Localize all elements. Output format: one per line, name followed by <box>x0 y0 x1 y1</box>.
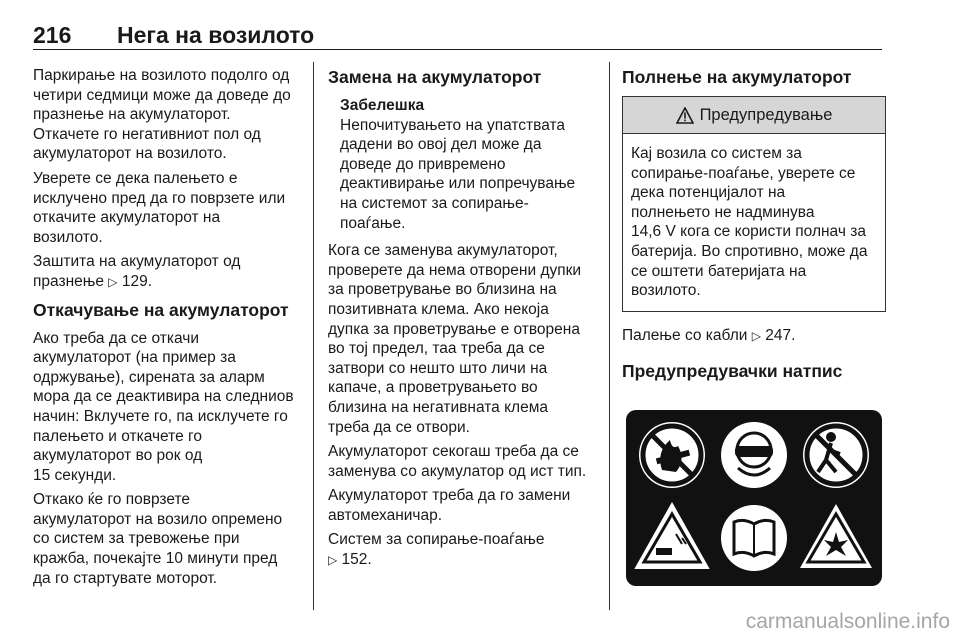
mechanic-paragraph <box>328 486 600 525</box>
text-line: дека потенцијалот на <box>631 184 786 202</box>
explosive-gas-icon <box>800 504 872 568</box>
text-line: Ако треба да се откачи <box>33 329 199 347</box>
text-line: Акумулаторот треба да го замени <box>328 487 571 505</box>
ignition-paragraph <box>33 169 298 247</box>
text-line: со систем за тревожење при <box>33 530 240 548</box>
keep-children-away-icon <box>803 422 869 488</box>
text-line: во тој предел, таа треба да се <box>328 340 545 358</box>
text-line: за проветрување во близина на <box>328 281 557 299</box>
page-number: 216 <box>33 22 72 48</box>
read-manual-icon <box>721 505 787 571</box>
text-line: откачите акумулаторот на <box>33 209 221 227</box>
text-line: акумулаторот на возилото. <box>33 145 227 163</box>
stop-start-reference <box>328 530 600 570</box>
text-line: на системот за сопирање- <box>340 194 529 212</box>
text-line: Систем за сопирање-поаѓање <box>328 531 545 549</box>
text-line: празнење ▷ 129. <box>33 272 152 290</box>
text-line: одржување), сирената за аларм <box>33 368 265 386</box>
text-line: акумулаторот во рок од <box>33 447 203 465</box>
text-line: деактивирање или попречување <box>340 175 576 193</box>
note-body <box>340 116 600 234</box>
footer-watermark: carmanualsonline.info <box>745 610 950 633</box>
page-reference-arrow-icon: ▷ <box>328 553 338 568</box>
text-line: Акумулаторот секогаш треба да се <box>328 443 579 461</box>
disconnect-paragraph <box>33 329 298 486</box>
text-line: заменува со акумулатор од ист тип. <box>328 462 587 480</box>
text-line: празнење на акумулаторот. <box>33 106 231 124</box>
text-line: Кога се заменува акумулаторот, <box>328 242 558 260</box>
note-block <box>328 96 600 233</box>
warning-body <box>623 134 885 311</box>
text-line: сопирање-поаѓање, уверете се <box>631 164 856 182</box>
text-line: треба да се отвори. <box>328 418 470 436</box>
text-line: возилото. <box>33 228 103 246</box>
text-line: да го стартувате моторот. <box>33 569 218 587</box>
warning-title: Предупредување <box>699 105 833 124</box>
column-divider-1 <box>313 62 314 610</box>
text-line: кражба, почекајте 10 минути пред <box>33 550 278 568</box>
text-line <box>328 550 600 571</box>
section-heading-replacement: Замена на акумулаторот <box>328 67 542 87</box>
warning-label-symbols <box>626 410 882 586</box>
text-line: Непочитувањето на упатствата <box>340 116 566 134</box>
warning-label-plate <box>626 410 882 586</box>
column-3 <box>622 66 886 602</box>
text-line: Откачете го негативниот пол од <box>33 125 261 143</box>
text-line: близина на негативната клема <box>328 398 548 416</box>
page-reference-arrow-icon: ▷ <box>108 274 118 289</box>
section-heading-warning-label: Предупредувачки натпис <box>622 361 843 382</box>
note-title: Забелешка <box>340 97 425 114</box>
text-line: батерија. Во спротивно, може да <box>631 242 868 260</box>
text-line: Паркирање на возилото подолго од <box>33 67 290 84</box>
text-line: возилото. <box>631 282 701 300</box>
section-heading-disconnect: Откачување на акумулаторот <box>33 299 289 320</box>
same-type-paragraph <box>328 442 600 481</box>
no-fire-smoking-icon <box>639 422 705 488</box>
warning-label-image <box>622 392 884 602</box>
column-1 <box>33 66 298 593</box>
text-line: се оштети батеријата на <box>631 262 807 280</box>
page-header <box>33 12 882 50</box>
acid-corrosive-icon <box>636 504 708 568</box>
text-line: Откако ќе го поврзете <box>33 491 191 509</box>
intro-paragraph <box>33 66 298 164</box>
text-line: дадени во овој дел може да <box>340 136 542 154</box>
column-divider-2 <box>609 62 610 610</box>
page-reference-arrow-icon: ▷ <box>751 328 761 343</box>
vent-paragraph <box>328 241 600 437</box>
text-line: 15 секунди. <box>33 466 117 484</box>
column-2 <box>328 66 600 576</box>
eye-protection-icon <box>721 422 787 488</box>
text-line: акумулаторот (на пример за <box>33 349 236 367</box>
page-title: Нега на возилото <box>117 22 315 48</box>
page-reference-link[interactable]: 247. <box>765 326 796 344</box>
text-line: доведе до привремено <box>340 155 506 173</box>
text-line: поаѓање. <box>340 214 406 232</box>
page-reference-link[interactable]: 152. <box>341 551 372 569</box>
text-line: позитивната клема. Ако некоја <box>328 300 549 318</box>
warning-triangle-icon <box>676 107 694 124</box>
header-rule <box>33 49 882 50</box>
text-line: мора да се деактивира на следниов <box>33 388 294 406</box>
text-line: Кај возила со систем за <box>631 145 802 162</box>
warning-header <box>623 97 885 134</box>
text-line: автомеханичар. <box>328 506 443 524</box>
text-line: Заштита на акумулаторот од <box>33 253 241 271</box>
text-line: палењето и откачете го <box>33 427 202 445</box>
text-line: 14,6 V кога се користи полнач за <box>631 223 866 241</box>
text-line: капаче, а проветрувањето во <box>328 379 538 397</box>
protection-paragraph <box>33 252 298 292</box>
page-reference-link[interactable]: 129. <box>121 272 152 290</box>
text-line: четири седмици може да доведе до <box>33 86 291 104</box>
text-line: начин: Вклучете го, па исклучете го <box>33 407 288 425</box>
text-line: Уверете се дека палењето е <box>33 169 238 187</box>
text-line: полнењето не надминува <box>631 203 815 221</box>
reconnect-paragraph <box>33 490 298 588</box>
text-line: акумулаторот на возило опремено <box>33 510 283 528</box>
warning-box <box>622 96 886 312</box>
section-heading-charging: Полнење на акумулаторот <box>622 67 852 87</box>
text-line: исклучено пред да го поврзете или <box>33 189 286 207</box>
text-line: затвори со нешто што личи на <box>328 359 548 377</box>
jump-start-reference: Палење со кабли ▷ 247. <box>622 326 796 344</box>
text-line: дупка за проветрување е отворена <box>328 320 580 338</box>
text-line: проверете да нема отворени дупки <box>328 261 582 279</box>
